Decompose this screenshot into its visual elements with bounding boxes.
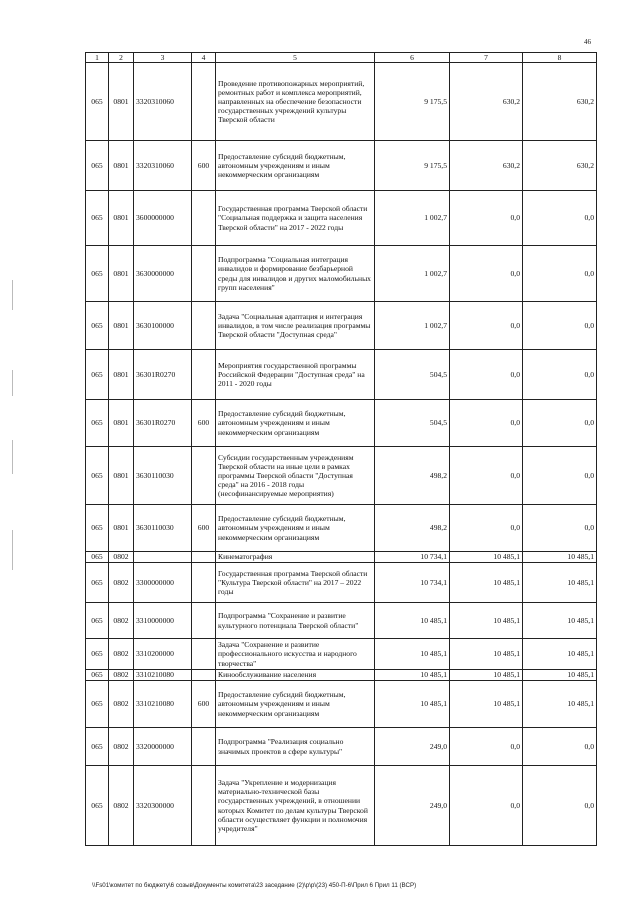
section-code-cell: 0802 bbox=[109, 670, 134, 681]
expense-type-cell bbox=[192, 447, 216, 505]
amount-col6-cell: 504,5 bbox=[375, 350, 450, 400]
table-row bbox=[86, 191, 597, 246]
amount-col8-cell: 10 485,1 bbox=[523, 681, 597, 728]
amount-col7-cell: 0,0 bbox=[450, 505, 523, 552]
amount-col7-cell: 0,0 bbox=[450, 766, 523, 846]
expense-type-cell: 600 bbox=[192, 400, 216, 447]
admin-code-cell: 065 bbox=[86, 670, 109, 681]
amount-col6-cell: 498,2 bbox=[375, 447, 450, 505]
expense-type-cell bbox=[192, 302, 216, 350]
amount-col6-cell: 10 485,1 bbox=[375, 603, 450, 639]
table-row bbox=[86, 141, 597, 191]
footer-file-path: \\Fs01\комитет по бюджету\6 созыв\Документы комитета\23 заседание (2)\р\р\(23) 450-П-6\Прил 6 Прил 11 (ВСР) bbox=[92, 882, 417, 889]
amount-col6-cell: 1 002,7 bbox=[375, 191, 450, 246]
column-header: 4 bbox=[192, 53, 216, 63]
expense-type-cell bbox=[192, 350, 216, 400]
table-row bbox=[86, 766, 597, 846]
item-name-cell: Предоставление субсидий бюджетным, автономным учреждениям и иным некоммерческим организациям bbox=[216, 505, 375, 552]
table-header-row bbox=[86, 53, 597, 63]
amount-col8-cell: 10 485,1 bbox=[523, 563, 597, 603]
amount-col7-cell: 0,0 bbox=[450, 400, 523, 447]
section-code-cell: 0801 bbox=[109, 63, 134, 141]
item-name-cell: Государственная программа Тверской области "Социальная поддержка и защита населения Тверской области" на 2017 - 2022 годы bbox=[216, 191, 375, 246]
expense-type-cell bbox=[192, 766, 216, 846]
amount-col8-cell: 0,0 bbox=[523, 350, 597, 400]
amount-col6-cell: 9 175,5 bbox=[375, 63, 450, 141]
table-row bbox=[86, 400, 597, 447]
section-code-cell: 0802 bbox=[109, 681, 134, 728]
admin-code-cell: 065 bbox=[86, 639, 109, 670]
article-code-cell bbox=[134, 552, 192, 563]
admin-code-cell: 065 bbox=[86, 766, 109, 846]
section-code-cell: 0802 bbox=[109, 639, 134, 670]
amount-col6-cell: 249,0 bbox=[375, 728, 450, 766]
item-name-cell: Субсидии государственным учреждениям Тверской области на иные цели в рамках программы Тверской области "Доступная среда" на 2016 - 2018 годы (несофинансируемые мероприятия) bbox=[216, 447, 375, 505]
item-name-cell: Предоставление субсидий бюджетным, автономным учреждениям и иным некоммерческим организациям bbox=[216, 400, 375, 447]
item-name-cell: Предоставление субсидий бюджетным, автономным учреждениям и иным некоммерческим организациям bbox=[216, 141, 375, 191]
section-code-cell: 0801 bbox=[109, 191, 134, 246]
section-code-cell: 0801 bbox=[109, 141, 134, 191]
article-code-cell: 36301R0270 bbox=[134, 350, 192, 400]
amount-col8-cell: 0,0 bbox=[523, 191, 597, 246]
amount-col7-cell: 10 485,1 bbox=[450, 639, 523, 670]
article-code-cell: 3630110030 bbox=[134, 505, 192, 552]
amount-col6-cell: 504,5 bbox=[375, 400, 450, 447]
expense-type-cell bbox=[192, 552, 216, 563]
amount-col6-cell: 498,2 bbox=[375, 505, 450, 552]
amount-col7-cell: 0,0 bbox=[450, 728, 523, 766]
item-name-cell: Задача "Укрепление и модернизация материально-технической базы государственных учреждений, в отношении которых Комитет по делам культуры Тверской области осуществляет функции и полномочия учредителя" bbox=[216, 766, 375, 846]
item-name-cell: Задача "Сохранение и развитие профессионального искусства и народного творчества" bbox=[216, 639, 375, 670]
admin-code-cell: 065 bbox=[86, 447, 109, 505]
admin-code-cell: 065 bbox=[86, 246, 109, 302]
section-code-cell: 0801 bbox=[109, 400, 134, 447]
amount-col7-cell: 10 485,1 bbox=[450, 670, 523, 681]
column-header: 1 bbox=[86, 53, 109, 63]
table-row bbox=[86, 63, 597, 141]
article-code-cell: 3310210080 bbox=[134, 681, 192, 728]
section-code-cell: 0802 bbox=[109, 603, 134, 639]
amount-col6-cell: 10 485,1 bbox=[375, 670, 450, 681]
amount-col6-cell: 10 734,1 bbox=[375, 552, 450, 563]
item-name-cell: Предоставление субсидий бюджетным, автономным учреждениям и иным некоммерческим организациям bbox=[216, 681, 375, 728]
expense-type-cell bbox=[192, 191, 216, 246]
item-name-cell: Кинематография bbox=[216, 552, 375, 563]
amount-col6-cell: 10 485,1 bbox=[375, 681, 450, 728]
section-code-cell: 0801 bbox=[109, 350, 134, 400]
amount-col7-cell: 0,0 bbox=[450, 302, 523, 350]
table-row bbox=[86, 552, 597, 563]
admin-code-cell: 065 bbox=[86, 563, 109, 603]
article-code-cell: 3630110030 bbox=[134, 447, 192, 505]
article-code-cell: 3310200000 bbox=[134, 639, 192, 670]
admin-code-cell: 065 bbox=[86, 350, 109, 400]
table-row bbox=[86, 246, 597, 302]
section-code-cell: 0801 bbox=[109, 447, 134, 505]
article-code-cell: 3310210080 bbox=[134, 670, 192, 681]
column-header: 5 bbox=[216, 53, 375, 63]
amount-col7-cell: 630,2 bbox=[450, 63, 523, 141]
amount-col8-cell: 0,0 bbox=[523, 505, 597, 552]
expense-type-cell bbox=[192, 63, 216, 141]
expense-type-cell bbox=[192, 728, 216, 766]
amount-col8-cell: 630,2 bbox=[523, 63, 597, 141]
expense-type-cell bbox=[192, 563, 216, 603]
admin-code-cell: 065 bbox=[86, 505, 109, 552]
column-header: 6 bbox=[375, 53, 450, 63]
amount-col7-cell: 0,0 bbox=[450, 447, 523, 505]
column-header: 3 bbox=[134, 53, 192, 63]
amount-col6-cell: 10 485,1 bbox=[375, 639, 450, 670]
item-name-cell: Мероприятия государственной программы Российской Федерации "Доступная среда" на 2011 - 2020 годы bbox=[216, 350, 375, 400]
amount-col8-cell: 0,0 bbox=[523, 246, 597, 302]
admin-code-cell: 065 bbox=[86, 302, 109, 350]
expense-type-cell bbox=[192, 603, 216, 639]
article-code-cell: 3630100000 bbox=[134, 302, 192, 350]
amount-col7-cell: 630,2 bbox=[450, 141, 523, 191]
admin-code-cell: 065 bbox=[86, 63, 109, 141]
table-row bbox=[86, 563, 597, 603]
expense-type-cell: 600 bbox=[192, 505, 216, 552]
amount-col8-cell: 0,0 bbox=[523, 400, 597, 447]
article-code-cell: 3320310060 bbox=[134, 141, 192, 191]
amount-col7-cell: 10 485,1 bbox=[450, 552, 523, 563]
article-code-cell: 3600000000 bbox=[134, 191, 192, 246]
article-code-cell: 36301R0270 bbox=[134, 400, 192, 447]
item-name-cell: Кинообслуживание населения bbox=[216, 670, 375, 681]
expense-type-cell bbox=[192, 670, 216, 681]
item-name-cell: Проведение противопожарных мероприятий, ремонтных работ и комплекса мероприятий, направленных на обеспечение безопасности государственных учреждений культуры Тверской области bbox=[216, 63, 375, 141]
budget-table bbox=[85, 52, 597, 846]
amount-col8-cell: 630,2 bbox=[523, 141, 597, 191]
article-code-cell: 3630000000 bbox=[134, 246, 192, 302]
table-row bbox=[86, 603, 597, 639]
admin-code-cell: 065 bbox=[86, 728, 109, 766]
article-code-cell: 3320000000 bbox=[134, 728, 192, 766]
section-code-cell: 0802 bbox=[109, 563, 134, 603]
amount-col8-cell: 10 485,1 bbox=[523, 670, 597, 681]
section-code-cell: 0802 bbox=[109, 766, 134, 846]
admin-code-cell: 065 bbox=[86, 191, 109, 246]
amount-col8-cell: 10 485,1 bbox=[523, 603, 597, 639]
table-row bbox=[86, 728, 597, 766]
column-header: 7 bbox=[450, 53, 523, 63]
item-name-cell: Государственная программа Тверской области "Культура Тверской области" на 2017 – 2022 годы bbox=[216, 563, 375, 603]
expense-type-cell: 600 bbox=[192, 141, 216, 191]
admin-code-cell: 065 bbox=[86, 681, 109, 728]
section-code-cell: 0801 bbox=[109, 505, 134, 552]
item-name-cell: Задача "Социальная адаптация и интеграция инвалидов, в том числе реализация программы Тверской области "Доступная среда" bbox=[216, 302, 375, 350]
expense-type-cell bbox=[192, 639, 216, 670]
amount-col8-cell: 10 485,1 bbox=[523, 552, 597, 563]
amount-col6-cell: 1 002,7 bbox=[375, 246, 450, 302]
item-name-cell: Подпрограмма "Социальная интеграция инвалидов и формирование безбарьерной среды для инвалидов и других маломобильных групп населения" bbox=[216, 246, 375, 302]
amount-col6-cell: 249,0 bbox=[375, 766, 450, 846]
page-number: 46 bbox=[584, 38, 591, 46]
item-name-cell: Подпрограмма "Сохранение и развитие культурного потенциала Тверской области" bbox=[216, 603, 375, 639]
table-row bbox=[86, 302, 597, 350]
item-name-cell: Подпрограмма "Реализация социально значимых проектов в сфере культуры" bbox=[216, 728, 375, 766]
admin-code-cell: 065 bbox=[86, 552, 109, 563]
admin-code-cell: 065 bbox=[86, 141, 109, 191]
amount-col8-cell: 0,0 bbox=[523, 447, 597, 505]
amount-col8-cell: 10 485,1 bbox=[523, 639, 597, 670]
article-code-cell: 3310000000 bbox=[134, 603, 192, 639]
amount-col7-cell: 10 485,1 bbox=[450, 681, 523, 728]
section-code-cell: 0802 bbox=[109, 552, 134, 563]
amount-col6-cell: 9 175,5 bbox=[375, 141, 450, 191]
section-code-cell: 0802 bbox=[109, 728, 134, 766]
table-row bbox=[86, 350, 597, 400]
article-code-cell: 3300000000 bbox=[134, 563, 192, 603]
admin-code-cell: 065 bbox=[86, 603, 109, 639]
amount-col8-cell: 0,0 bbox=[523, 766, 597, 846]
table-row bbox=[86, 670, 597, 681]
section-code-cell: 0801 bbox=[109, 246, 134, 302]
amount-col7-cell: 0,0 bbox=[450, 246, 523, 302]
amount-col8-cell: 0,0 bbox=[523, 302, 597, 350]
admin-code-cell: 065 bbox=[86, 400, 109, 447]
article-code-cell: 3320310060 bbox=[134, 63, 192, 141]
expense-type-cell bbox=[192, 246, 216, 302]
table-row bbox=[86, 505, 597, 552]
table-row bbox=[86, 447, 597, 505]
amount-col8-cell: 0,0 bbox=[523, 728, 597, 766]
column-header: 2 bbox=[109, 53, 134, 63]
amount-col6-cell: 10 734,1 bbox=[375, 563, 450, 603]
column-header: 8 bbox=[523, 53, 597, 63]
expense-type-cell: 600 bbox=[192, 681, 216, 728]
table-row bbox=[86, 639, 597, 670]
section-code-cell: 0801 bbox=[109, 302, 134, 350]
amount-col7-cell: 10 485,1 bbox=[450, 603, 523, 639]
amount-col7-cell: 10 485,1 bbox=[450, 563, 523, 603]
amount-col7-cell: 0,0 bbox=[450, 350, 523, 400]
amount-col6-cell: 1 002,7 bbox=[375, 302, 450, 350]
amount-col7-cell: 0,0 bbox=[450, 191, 523, 246]
article-code-cell: 3320300000 bbox=[134, 766, 192, 846]
table-row bbox=[86, 681, 597, 728]
